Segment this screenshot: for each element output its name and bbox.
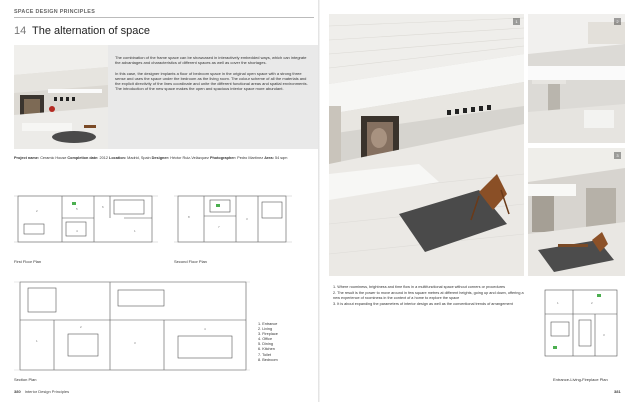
intro-text [115, 55, 313, 97]
right-page-number: 381 [614, 389, 621, 394]
completion-date-value: 2012 [99, 156, 108, 160]
svg-text:3: 3 [603, 333, 605, 337]
svg-text:1: 1 [134, 229, 136, 233]
note-item: 3. It is about expanding the parameters of interior design as well as the conventional trends of arrangement [333, 302, 513, 306]
section-plan [14, 278, 250, 376]
svg-text:1: 1 [557, 301, 559, 305]
dining-photo [528, 148, 625, 276]
photographer-label: Photographer: [209, 156, 237, 160]
intro-paragraph-1: The combination of the frame space can be showcased in interactively embedded ways, which can integrate the advantages and characteristics of different spaces as well as cover the shortages. [115, 55, 307, 66]
project-info [14, 156, 314, 160]
svg-text:7: 7 [218, 225, 220, 229]
intro-photo [14, 45, 108, 149]
svg-text:5: 5 [76, 207, 78, 211]
book-gutter [318, 0, 320, 402]
note-item: 1. Where roominess, brightness and time flow in a multifunctional space without corners or procedures [333, 285, 505, 289]
loft-photo [528, 14, 625, 143]
left-folio-text: Interior Design Principles [24, 389, 70, 394]
legend-item: 8. Bedroom [258, 357, 278, 362]
legend-item: 7. Toilet [258, 352, 272, 357]
area-value: 54 sqm [274, 156, 288, 160]
svg-text:3: 3 [134, 341, 136, 345]
entrance-living-fireplace-plan [539, 284, 623, 362]
location-label: Location: [109, 156, 127, 160]
legend-item: 4. Office [258, 337, 273, 342]
svg-text:3: 3 [246, 217, 248, 221]
right-plan-caption: Entrance-Living-Fireplace Plan [553, 377, 608, 382]
right-folio [614, 389, 625, 394]
main-interior-photo [329, 14, 524, 276]
svg-text:4: 4 [204, 327, 206, 331]
intro-paragraph-2: In this case, the designer implants a floor of bedroom space in the original open space with a strong three sense and uses the space under the bedroom as the living room. The colour scheme of all the materials and the explicit directivity of the lines coordinate and unite the different functional areas and spatial environments. The introduction of the new space makes the open and spacious interior space more abundant. [115, 70, 308, 92]
photo-number-badge: 1 [513, 18, 520, 25]
legend-item: 1. Entrance [258, 322, 278, 326]
area-label: Area: [264, 156, 274, 160]
header-rule [14, 17, 314, 18]
left-page-number: 380 [14, 389, 21, 394]
chapter-number: 14 [14, 25, 27, 37]
first-floor-plan [14, 188, 158, 250]
photo-notes [333, 285, 528, 308]
project-name-value: Ceramic House [40, 156, 67, 160]
location-value: Madrid, Spain [127, 156, 151, 160]
designer-value: Héctor Ruiz-Velázquez [170, 156, 209, 160]
legend-item: 2. Living [258, 327, 273, 332]
section-caption: Section Plan [14, 377, 37, 382]
svg-text:4: 4 [76, 229, 78, 233]
second-floor-plan [174, 188, 292, 250]
second-floor-caption: Second Floor Plan [174, 259, 207, 264]
designer-label: Designer: [151, 156, 170, 160]
svg-text:2: 2 [80, 325, 82, 329]
left-folio [14, 389, 69, 394]
photo-number-badge: 2 [614, 18, 621, 25]
svg-text:8: 8 [188, 215, 190, 219]
photo-number-badge: 3 [614, 152, 621, 159]
legend-item: 3. Fireplace [258, 332, 278, 337]
photographer-value: Pedro Martínez [237, 156, 264, 160]
note-item: 2. The result is the power to move around in few square metres at different heights, going up and down, offering a new experience of roominess in the context of a home to explore the space [333, 291, 524, 300]
first-floor-caption: First Floor Plan [14, 259, 42, 264]
project-name-label: Project name: [14, 156, 40, 160]
svg-text:1: 1 [36, 339, 38, 343]
svg-text:6: 6 [102, 205, 104, 209]
running-head: SPACE DESIGN PRINCIPLES [14, 9, 96, 15]
svg-text:2: 2 [36, 209, 38, 213]
plan-legend [258, 322, 278, 363]
legend-item: 6. Kitchen [258, 347, 275, 352]
chapter-title: The alternation of space [32, 25, 151, 37]
svg-text:2: 2 [591, 301, 593, 305]
legend-item: 5. Dining [258, 342, 273, 347]
completion-date-label: Completion date: [67, 156, 99, 160]
